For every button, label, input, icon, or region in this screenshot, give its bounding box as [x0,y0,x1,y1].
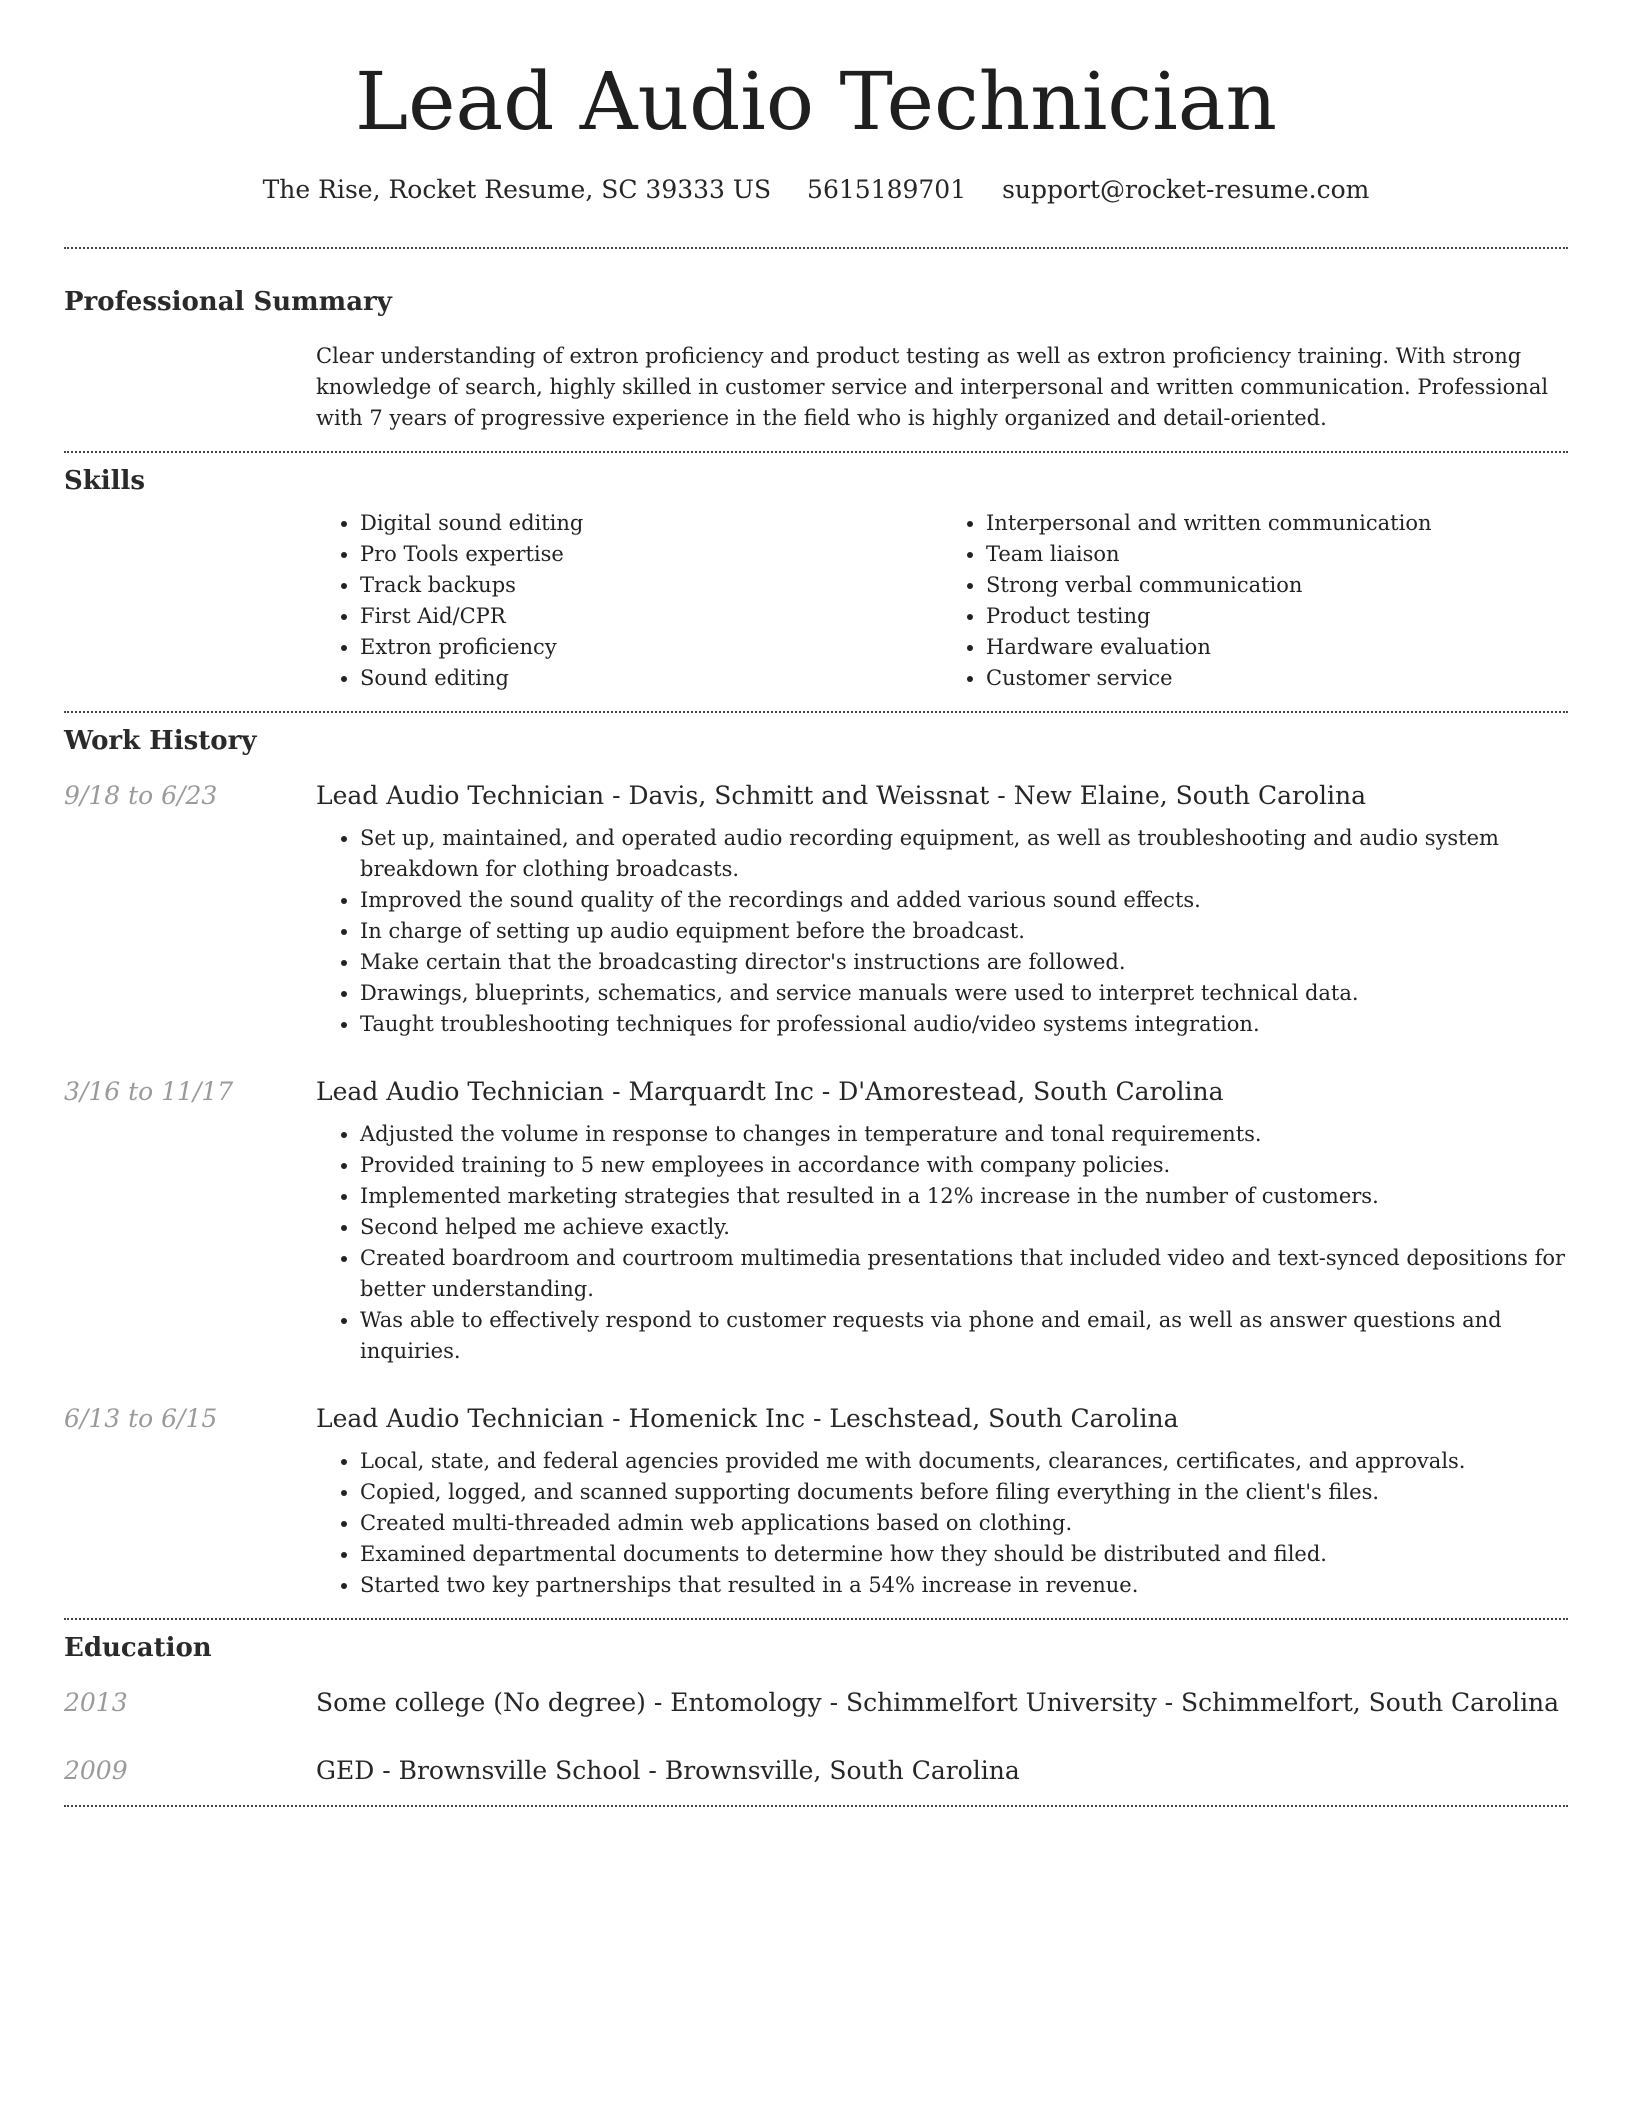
section-divider [64,1618,1568,1620]
section-title-skills: Skills [64,466,146,496]
job-bullet: • Created multi-threaded admin web applications based on clothing. [360,1508,1568,1539]
education-year: 2013 [64,1688,128,1717]
skill-item: • Team liaison [986,539,1568,570]
job-bullet: • Improved the sound quality of the recordings and added various sound effects. [360,885,1568,916]
skill-item: • Sound editing [360,663,942,694]
skills-section [64,464,1568,694]
resume-page [64,0,1568,1807]
skill-item: • Extron proficiency [360,632,942,663]
job-bullet: • Examined departmental documents to determine how they should be distributed and filed. [360,1539,1568,1570]
job-bullet: • Adjusted the volume in response to changes in temperature and tonal requirements. [360,1119,1568,1150]
job-dates: 3/16 to 11/17 [64,1077,234,1106]
section-divider [64,1805,1568,1807]
skills-columns [316,508,1568,694]
education-year: 2009 [64,1756,128,1785]
contact-line [64,172,1568,208]
contact-address: The Rise, Rocket Resume, SC 39333 US [262,175,772,204]
job-bullet: • Was able to effectively respond to customer requests via phone and email, as well as answer questions and inquiries. [360,1305,1568,1367]
candidate-name: Lead Audio Technician [354,55,1278,148]
job-bullet: • Provided training to 5 new employees in accordance with company policies. [360,1150,1568,1181]
skill-item: • Customer service [986,663,1568,694]
job-bullet: • Implemented marketing strategies that resulted in a 12% increase in the number of customers. [360,1181,1568,1212]
job-bullet: • Set up, maintained, and operated audio recording equipment, as well as troubleshooting and audio system breakdown for clothing broadcasts. [360,823,1568,885]
job-bullet: • Local, state, and federal agencies provided me with documents, clearances, certificates, and approvals. [360,1446,1568,1477]
section-divider [64,711,1568,713]
job-bullet: • In charge of setting up audio equipment before the broadcast. [360,916,1568,947]
job-bullet: • Make certain that the broadcasting director's instructions are followed. [360,947,1568,978]
contact-email: support@rocket-resume.com [1002,175,1370,204]
job-title: Lead Audio Technician - Davis, Schmitt and Weissnat - New Elaine, South Carolina [316,781,1367,810]
education-entry [64,1754,1568,1788]
summary-section [64,285,1568,434]
work-history-section [64,724,1568,1601]
education-detail: GED - Brownsville School - Brownsville, South Carolina [316,1756,1020,1785]
skill-item: • Strong verbal communication [986,570,1568,601]
job-title: Lead Audio Technician - Homenick Inc - Leschstead, South Carolina [316,1404,1179,1433]
job-entry [64,1075,1568,1367]
job-bullet: • Copied, logged, and scanned supporting documents before filing everything in the client's files. [360,1477,1568,1508]
job-bullets [316,1119,1568,1367]
skill-item: • First Aid/CPR [360,601,942,632]
skill-item: • Interpersonal and written communication [986,508,1568,539]
job-bullets [316,823,1568,1040]
section-divider [64,451,1568,453]
skill-item: • Pro Tools expertise [360,539,942,570]
job-dates: 6/13 to 6/15 [64,1404,218,1433]
job-entry [64,1402,1568,1601]
skill-item: • Track backups [360,570,942,601]
contact-phone: 5615189701 [807,175,967,204]
skills-list-right [942,508,1568,694]
skill-item: • Digital sound editing [360,508,942,539]
education-entry [64,1686,1568,1720]
job-bullet: • Started two key partnerships that resulted in a 54% increase in revenue. [360,1570,1568,1601]
job-dates: 9/18 to 6/23 [64,781,218,810]
job-bullet: • Drawings, blueprints, schematics, and service manuals were used to interpret technical data. [360,978,1568,1009]
job-bullet: • Second helped me achieve exactly. [360,1212,1568,1243]
job-entry [64,779,1568,1040]
education-section [64,1631,1568,1788]
section-title-education: Education [64,1633,212,1663]
skills-list-left [316,508,942,694]
job-bullets [316,1446,1568,1601]
skill-item: • Product testing [986,601,1568,632]
education-detail: Some college (No degree) - Entomology - Schimmelfort University - Schimmelfort, South Carolina [316,1688,1560,1717]
job-bullet: • Created boardroom and courtroom multimedia presentations that included video and text-synced depositions for better understanding. [360,1243,1568,1305]
skill-item: • Hardware evaluation [986,632,1568,663]
section-divider [64,247,1568,249]
job-bullet: • Taught troubleshooting techniques for professional audio/video systems integration. [360,1009,1568,1040]
summary-text: Clear understanding of extron proficiency and product testing as well as extron proficiency training. With strong knowledge of search, highly skilled in customer service and interpersonal and written communication. Professional with 7 years of progressive experience in the field who is highly organized and detail-oriented. [316,344,1549,430]
section-title-summary: Professional Summary [64,287,392,317]
job-title: Lead Audio Technician - Marquardt Inc - D'Amorestead, South Carolina [316,1077,1224,1106]
section-title-work-history: Work History [64,726,257,756]
